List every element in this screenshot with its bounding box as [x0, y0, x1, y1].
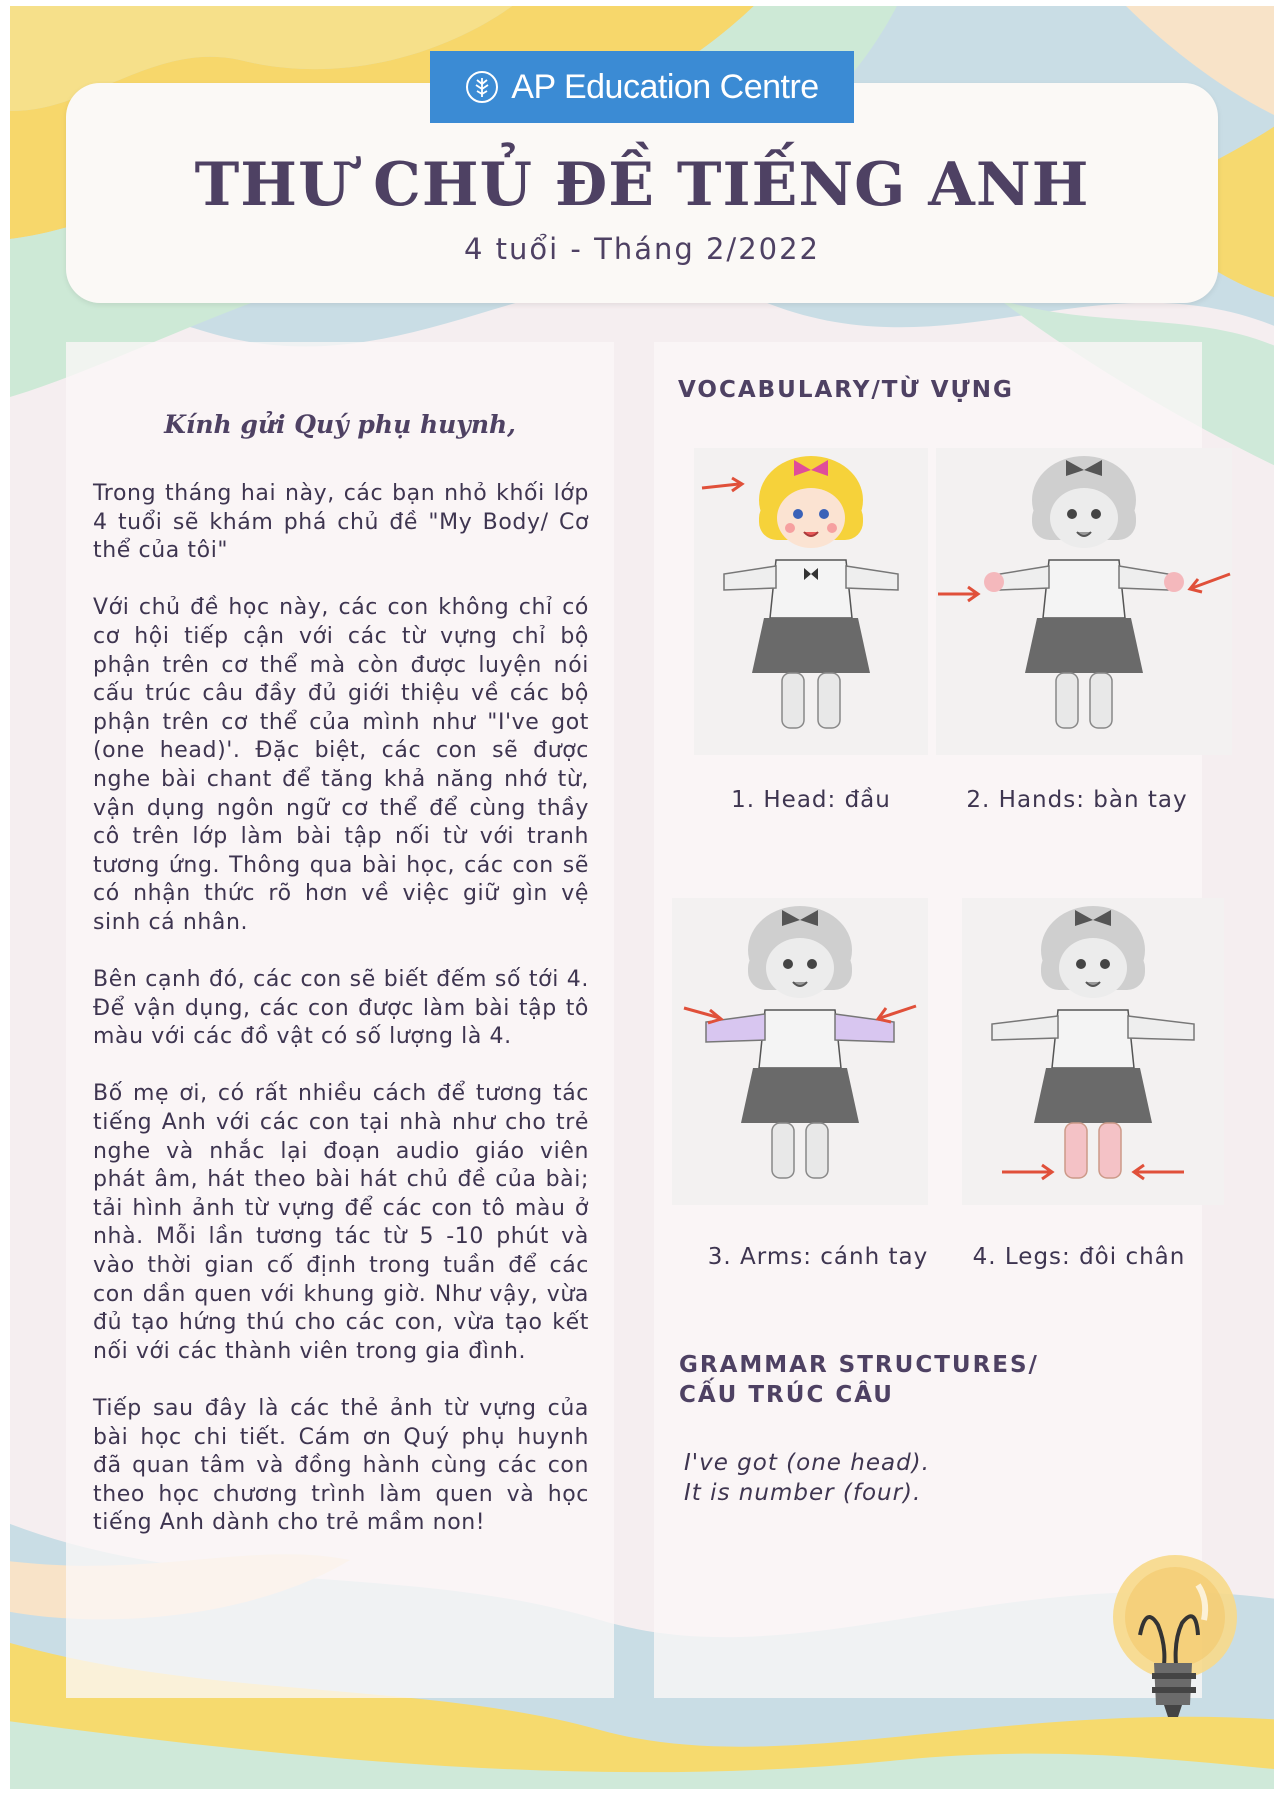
letter-body [93, 480, 589, 1567]
vocab-image-arms [672, 898, 928, 1205]
lightbulb-icon [1080, 1545, 1240, 1735]
grammar-heading-line: CẤU TRÚC CÂU [679, 1382, 894, 1408]
vocab-caption-hands: 2. Hands: bàn tay [966, 787, 1188, 813]
girl-head-illustration [694, 448, 928, 755]
vocab-image-hands [936, 448, 1232, 755]
vocabulary-heading: VOCABULARY/TỪ VỰNG [678, 377, 1014, 403]
grammar-example: It is number (four). [684, 1480, 922, 1506]
girl-arms-illustration [672, 898, 928, 1205]
letter-paragraph: Bố mẹ ơi, có rất nhiều cách để tương tác tiếng Anh với các con tại nhà như cho trẻ nghe và nhắc lại đoạn audio giáo viên phát âm, hát theo bài hát chủ đề của bài; tải hình ảnh từ vựng để các con tô màu ở nhà. Mỗi lần tương tác từ 5 -10 phút và vào thời gian cố định trong tuần để các con dần quen với khung giờ. Như vậy, vừa đủ tạo hứng thú cho các con, vừa tạo kết nối với các thành viên trong gia đình. [93, 1081, 589, 1364]
tree-logo-icon [465, 70, 499, 104]
girl-legs-illustration [962, 898, 1224, 1205]
brand-badge [430, 51, 854, 123]
brand-name: AP Education Centre [511, 67, 819, 106]
grammar-examples [684, 1448, 930, 1508]
letter-paragraph: Trong tháng hai này, các bạn nhỏ khối lớp 4 tuổi sẽ khám phá chủ đề "My Body/ Cơ thể của tôi" [93, 481, 589, 564]
vocab-caption-legs: 4. Legs: đôi chân [972, 1244, 1186, 1270]
letter-paragraph: Tiếp sau đây là các thẻ ảnh từ vựng của bài học chi tiết. Cám ơn Quý phụ huynh đã quan tâm và đồng hành cùng các con theo học chương trình làm quen và học tiếng Anh dành cho trẻ mầm non! [93, 1396, 589, 1536]
girl-hands-illustration [936, 448, 1232, 755]
letter-paragraph: Với chủ đề học này, các con không chỉ có cơ hội tiếp cận với các từ vựng chỉ bộ phận trên cơ thể mà còn được luyện nói cấu trúc câu đầy đủ giới thiệu về các bộ phận trên cơ thể của mình như "I've got (one head)'. Đặc biệt, các con sẽ được nghe bài chant để tăng khả năng nhớ từ, vận dụng ngôn ngữ cơ thể để cùng thầy cô trên lớp làm bài tập nối từ với tranh tương ứng. Thông qua bài học, các con sẽ có nhận thức rõ hơn về việc giữ gìn vệ sinh cá nhân. [93, 595, 589, 935]
vocab-image-legs [962, 898, 1224, 1205]
grammar-heading-line: GRAMMAR STRUCTURES/ [679, 1352, 1039, 1378]
letter-paragraph: Bên cạnh đó, các con sẽ biết đếm số tới 4. Để vận dụng, các con được làm bài tập tô màu với các đồ vật có số lượng là 4. [93, 967, 589, 1050]
grammar-heading [679, 1350, 1099, 1410]
grammar-example: I've got (one head). [684, 1450, 930, 1476]
page-subtitle: 4 tuổi - Tháng 2/2022 [463, 232, 820, 266]
vocab-image-head [694, 448, 928, 755]
letter-greeting: Kính gửi Quý phụ huynh, [164, 410, 516, 439]
page-title: THƯ CHỦ ĐỀ TIẾNG ANH [194, 150, 1090, 220]
vocab-caption-arms: 3. Arms: cánh tay [707, 1244, 929, 1270]
vocab-caption-head: 1. Head: đầu [731, 787, 891, 813]
